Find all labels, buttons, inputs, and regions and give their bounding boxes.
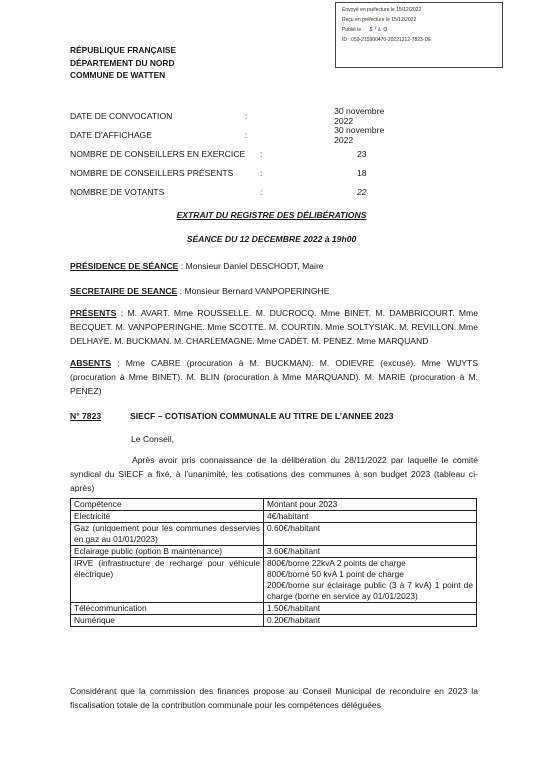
stamp-received-line: Reçu en préfecture le 15/12/2022 bbox=[342, 17, 417, 23]
stamp-published-label: Publié le bbox=[342, 27, 362, 33]
montant-line: 4€/habitant bbox=[267, 511, 309, 521]
montant-line: 1.50€/habitant bbox=[267, 603, 321, 613]
montant-cell bbox=[264, 603, 477, 615]
le-conseil: Le Conseil, bbox=[131, 434, 174, 444]
info-row: NOMBRE DE VOTANTS : 22 bbox=[70, 186, 367, 197]
presidence-label: PRÉSIDENCE DE SÉANCE bbox=[70, 261, 179, 271]
info-label: NOMBRE DE VOTANTS bbox=[70, 186, 165, 197]
stamp-id-line: ID : 059-215900470-20221212-7823-DE bbox=[342, 37, 432, 43]
info-row: DATE D’AFFICHAGE : 30 novembre 2022 bbox=[70, 125, 400, 144]
montant-cell bbox=[264, 546, 477, 558]
montant-line: 0.20€/habitant bbox=[267, 615, 321, 625]
montant-line: 800€/borne 22kvA 2 points de charge bbox=[267, 558, 406, 568]
stamp-published-line bbox=[342, 25, 496, 35]
table-row bbox=[71, 523, 477, 546]
header-department: DÉPARTEMENT DU NORD bbox=[70, 57, 175, 68]
info-row: NOMBRE DE CONSEILLERS PRÉSENTS : 18 bbox=[70, 167, 367, 178]
montant-line: 3.60€/habitant bbox=[267, 546, 321, 556]
intro-paragraph: Après avoir pris connaissance de la délibération du 28/11/2022 par laquelle le comité syndical du SIECF a fixé, à l’unanimité, les cotisations des communes à son budget 2023 (tableau ci-après) bbox=[70, 455, 478, 493]
info-value: 23 bbox=[357, 148, 367, 159]
document-header bbox=[70, 44, 176, 82]
absents-paragraph bbox=[70, 356, 478, 398]
info-value: 22 bbox=[357, 186, 367, 197]
absents-text: : Mme CABRE (procuration à M. BUCKMAN). M. ODIEVRE (excusé). Mme WUYTS (procuration à Mme BINET). M. BLIN (procuration à Mme MARQUAND). M. MARIE (procuration à M. PENEZ) bbox=[70, 358, 478, 396]
prefecture-stamp bbox=[335, 2, 503, 68]
info-value: 30 novembre 2022 bbox=[334, 124, 385, 145]
presents-text: : M. AVART. Mme ROUSSELLE. M. DUCROCQ. Mme BINET. M. DAMBRICOURT. Mme BECQUET. M. VANPOPERINGHE. Mme SCOTTE. M. COURTIN. Mme SOLTYSIAK. M. REVILLON. Mme DELHAYE. M. BUCKMAN. M. CHARLEMAGNE. Mme CADET. M. PENEZ. Mme MARQUAND bbox=[70, 308, 478, 346]
session-info bbox=[70, 106, 400, 201]
table-row bbox=[71, 615, 477, 627]
presents-paragraph bbox=[70, 306, 478, 348]
stamp-sent-line: Envoyé en préfecture le 15/12/2022 bbox=[342, 7, 422, 13]
presents-label: PRÉSENTS bbox=[70, 308, 117, 318]
competence-cell: Numérique bbox=[71, 615, 264, 627]
contributions-table bbox=[70, 498, 477, 627]
session-title: SÉANCE DU 12 DECEMBRE 2022 à 19h00 bbox=[186, 234, 357, 244]
montant-cell bbox=[264, 511, 477, 523]
montant-line: 0.60€/habitant bbox=[267, 523, 321, 533]
montant-cell bbox=[264, 523, 477, 546]
considerant-paragraph: Considérant que la commission des finances propose au Conseil Municipal de reconduire en 2023 la fiscalisation totale de la contribution communale pour les compétences déléguées bbox=[70, 686, 478, 710]
table-row bbox=[71, 558, 477, 603]
table-row bbox=[71, 603, 477, 615]
header-commune: COMMUNE DE WATTEN bbox=[70, 70, 166, 80]
secretaire-line bbox=[70, 284, 478, 298]
header-montant: Montant pour 2023 bbox=[264, 499, 477, 511]
deliberation-title: SIECF – COTISATION COMMUNALE AU TITRE DE L’ANNEE 2023 bbox=[130, 411, 394, 421]
competence-cell: IRVE (infrastructure de recharge pour véhicule électrique) bbox=[71, 558, 264, 603]
deliberation-heading bbox=[70, 411, 490, 421]
info-row: DATE DE CONVOCATION : 30 novembre 2022 bbox=[70, 106, 400, 125]
info-label: NOMBRE DE CONSEILLERS EN EXERCICE bbox=[70, 148, 246, 159]
table-header-row bbox=[71, 499, 477, 511]
info-label: DATE DE CONVOCATION bbox=[70, 110, 173, 121]
info-label: NOMBRE DE CONSEILLERS PRÉSENTS bbox=[70, 167, 234, 178]
register-title: EXTRAIT DU REGISTRE DES DÉLIBÉRATIONS bbox=[176, 210, 367, 220]
info-row: NOMBRE DE CONSEILLERS EN EXERCICE : 23 bbox=[70, 148, 367, 159]
info-value: 30 novembre 2022 bbox=[334, 105, 385, 126]
competence-cell: Télécommunication bbox=[71, 603, 264, 615]
deliberation-number: N° 7823 bbox=[70, 411, 102, 421]
montant-cell bbox=[264, 615, 477, 627]
montant-line: 800€/borne 50 kvA 1 point de charge bbox=[267, 569, 404, 579]
secretaire-label: SECRETAIRE DE SEANCE bbox=[70, 286, 178, 296]
table-row bbox=[71, 511, 477, 523]
montant-line: 200€/borne sur éclairage public (3 à 7 kvA) 1 point de charge (borne en service ay 01/01/2023) bbox=[267, 580, 473, 601]
competence-cell: Eclairage public (option B maintenance) bbox=[71, 546, 264, 558]
s2lo-logo: S²LO bbox=[369, 27, 390, 33]
presidence-line bbox=[70, 259, 478, 273]
table-row bbox=[71, 546, 477, 558]
info-label: DATE D’AFFICHAGE bbox=[70, 129, 152, 140]
absents-label: ABSENTS bbox=[70, 358, 112, 368]
secretaire-text: : Monsieur Bernard VANPOPERINGHE bbox=[177, 286, 330, 296]
presidence-text: : Monsieur Daniel DESCHODT, Maire bbox=[178, 261, 324, 271]
info-value: 18 bbox=[357, 167, 367, 178]
header-competence: Compétence bbox=[71, 499, 264, 511]
montant-cell bbox=[264, 558, 477, 603]
competence-cell: Gaz (uniquement pour les communes desservies en gaz au 01/01/2023) bbox=[71, 523, 264, 546]
competence-cell: Electricité bbox=[71, 511, 264, 523]
header-republic: RÉPUBLIQUE FRANÇAISE bbox=[70, 45, 177, 55]
